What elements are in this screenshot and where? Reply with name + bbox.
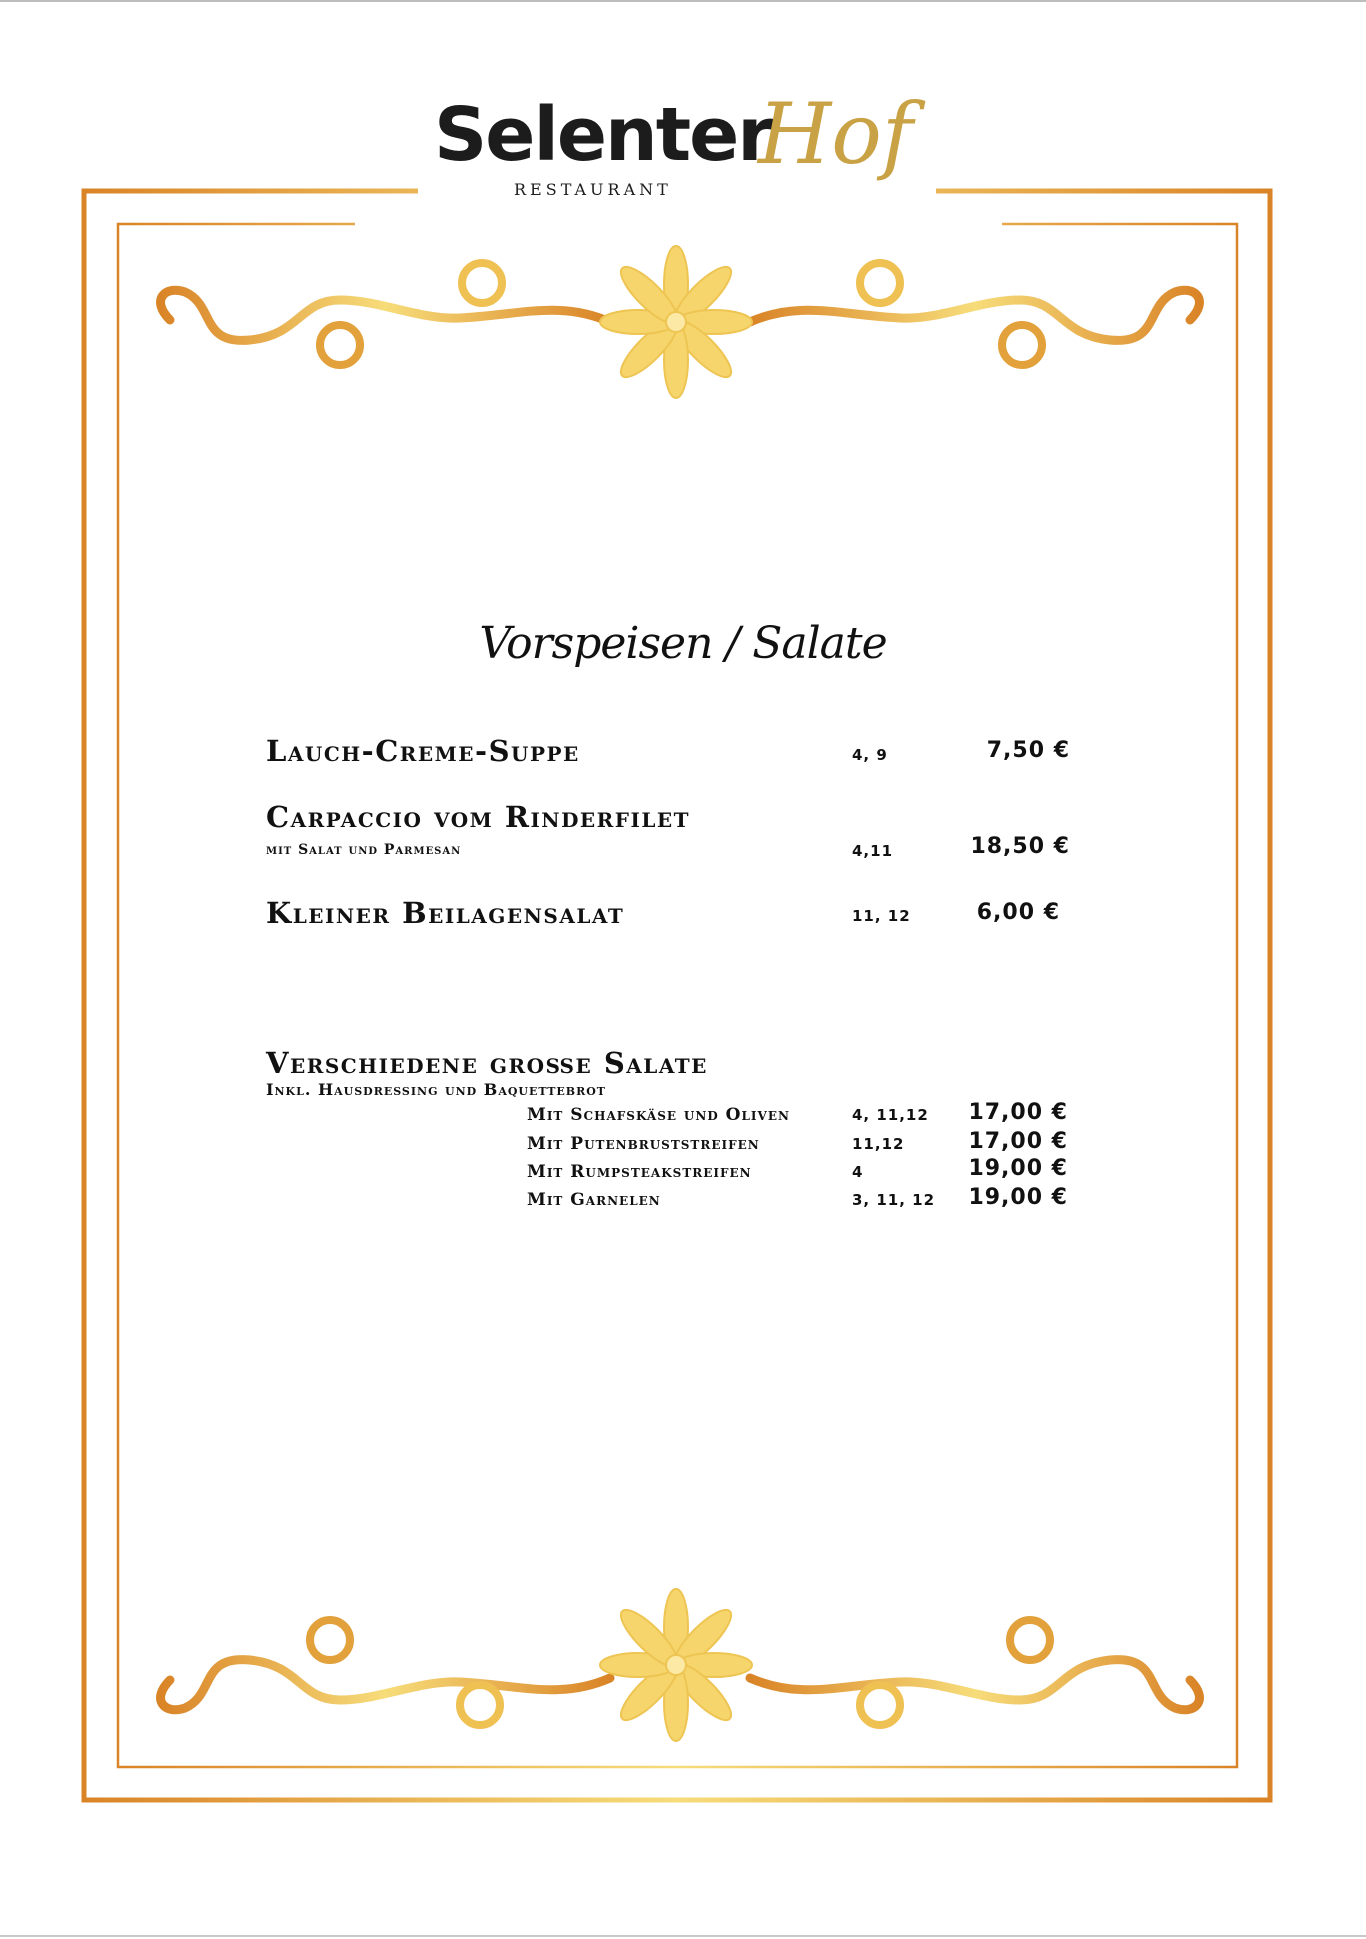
salad-variant: Mit Garnelen — [527, 1190, 661, 1210]
logo-subtitle: RESTAURANT — [514, 180, 672, 199]
allergen-codes: 4, 9 — [852, 746, 888, 764]
allergen-codes: 4,11 — [852, 842, 894, 860]
menu-item-title: Verschiedene große Salate — [266, 1046, 708, 1080]
allergen-codes: 4, 11,12 — [852, 1106, 929, 1124]
menu-item-subtitle: Inkl. Hausdressing und Baquettebrot — [266, 1080, 606, 1099]
salad-variant: Mit Schafskäse und Oliven — [527, 1105, 790, 1125]
bottom-divider — [0, 1935, 1366, 1937]
logo-wordmark: Selenter — [434, 92, 772, 178]
price: 7,50 € — [986, 738, 1070, 763]
allergen-codes: 4 — [852, 1163, 864, 1181]
logo-script: Hof — [758, 85, 913, 183]
price: 18,50 € — [970, 834, 1070, 859]
salad-variant: Mit Putenbruststreifen — [527, 1134, 760, 1154]
price: 19,00 € — [968, 1185, 1068, 1210]
top-ornament — [161, 246, 1200, 398]
price: 17,00 € — [968, 1100, 1068, 1125]
menu-item-title: Lauch-Creme-Suppe — [266, 734, 580, 768]
bottom-ornament — [161, 1589, 1200, 1741]
allergen-codes: 11,12 — [852, 1135, 905, 1153]
price: 17,00 € — [968, 1129, 1068, 1154]
restaurant-logo — [428, 85, 948, 222]
salad-variant: Mit Rumpsteakstreifen — [527, 1162, 752, 1182]
menu-item-title: Kleiner Beilagensalat — [266, 896, 625, 930]
allergen-codes: 3, 11, 12 — [852, 1191, 936, 1209]
menu-item-subtitle: mit Salat und Parmesan — [266, 842, 462, 858]
price: 19,00 € — [968, 1156, 1068, 1181]
price: 6,00 € — [976, 900, 1060, 925]
menu-item-title: Carpaccio vom Rinderfilet — [266, 800, 691, 834]
menu-section-heading: Vorspeisen / Salate — [479, 618, 887, 669]
allergen-codes: 11, 12 — [852, 907, 911, 925]
